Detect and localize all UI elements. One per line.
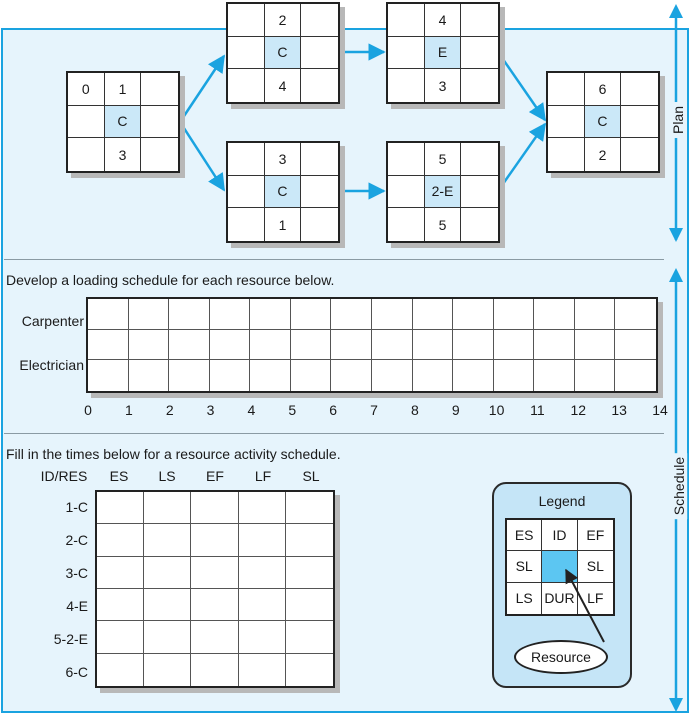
schedule-row-label: 4-E: [66, 598, 88, 614]
axis-tick-label: 12: [570, 402, 587, 418]
node-resource-cell: C: [265, 176, 302, 209]
node-resource-cell: E: [425, 37, 462, 70]
axis-tick-label: 14: [652, 402, 668, 418]
axis-tick-label: 3: [206, 402, 215, 418]
schedule-row-label: 2-C: [65, 532, 88, 548]
node-resource-cell: 2-E: [425, 176, 462, 209]
schedule-instruction: Fill in the times below for a resource activity schedule.: [6, 446, 341, 462]
schedule-header: SL: [302, 468, 320, 484]
plan-label: Plan: [670, 102, 686, 138]
axis-tick-label: 13: [611, 402, 627, 418]
legend-cell: ES: [507, 520, 542, 551]
node-cell: 0: [68, 73, 105, 106]
schedule-row-label: 5-2-E: [53, 631, 88, 647]
axis-tick-label: 7: [370, 402, 378, 418]
legend-cell: ID: [542, 520, 577, 551]
axis-tick-label: 0: [84, 402, 92, 418]
node-cell: 1: [265, 208, 302, 241]
schedule-header: ID/RES: [40, 468, 88, 484]
node-cell: 3: [425, 69, 462, 102]
node-cell: 4: [265, 69, 302, 102]
node-cell: 2: [265, 4, 302, 37]
node-cell: 3: [265, 143, 302, 176]
node-cell: 3: [105, 138, 142, 171]
axis-tick-label: 6: [329, 402, 338, 418]
node-cell: 1: [105, 73, 142, 106]
node-cell: 4: [425, 4, 462, 37]
node-resource-cell: C: [585, 106, 622, 139]
node-cell: 2: [585, 138, 622, 171]
schedule-row-label: 3-C: [65, 565, 88, 581]
axis-tick-label: 10: [488, 402, 505, 418]
axis-tick-label: 4: [247, 402, 256, 418]
row-label-electrician: Electrician: [19, 357, 84, 373]
axis-tick-label: 1: [124, 402, 133, 418]
axis-tick-label: 8: [410, 402, 419, 418]
node-cell: 5: [425, 143, 462, 176]
schedule-header: LS: [158, 468, 176, 484]
node-resource-cell: C: [265, 37, 302, 70]
schedule-header: LF: [254, 468, 272, 484]
node-cell: 5: [425, 208, 462, 241]
loading-instruction: Develop a loading schedule for each resource below.: [6, 272, 335, 288]
legend-cell: SL: [578, 551, 613, 582]
legend-cell: EF: [578, 520, 613, 551]
legend-cell: SL: [507, 551, 542, 582]
schedule-header: ES: [109, 468, 129, 484]
axis-tick-label: 5: [288, 402, 297, 418]
schedule-label: Schedule: [671, 453, 687, 519]
legend-cell: LS: [507, 583, 542, 614]
legend-title: Legend: [538, 493, 586, 509]
node-resource-cell: C: [105, 106, 142, 139]
resource-callout: Resource: [514, 640, 608, 674]
node-cell: 6: [585, 73, 622, 106]
schedule-row-label: 1-C: [65, 499, 88, 515]
schedule-row-label: 6-C: [65, 664, 88, 680]
axis-tick-label: 9: [451, 402, 460, 418]
legend-cell: DUR: [542, 583, 577, 614]
axis-tick-label: 11: [530, 402, 545, 418]
legend-cell: LF: [587, 590, 604, 607]
axis-tick-label: 2: [165, 402, 174, 418]
schedule-header: EF: [206, 468, 224, 484]
row-label-carpenter: Carpenter: [21, 313, 84, 329]
